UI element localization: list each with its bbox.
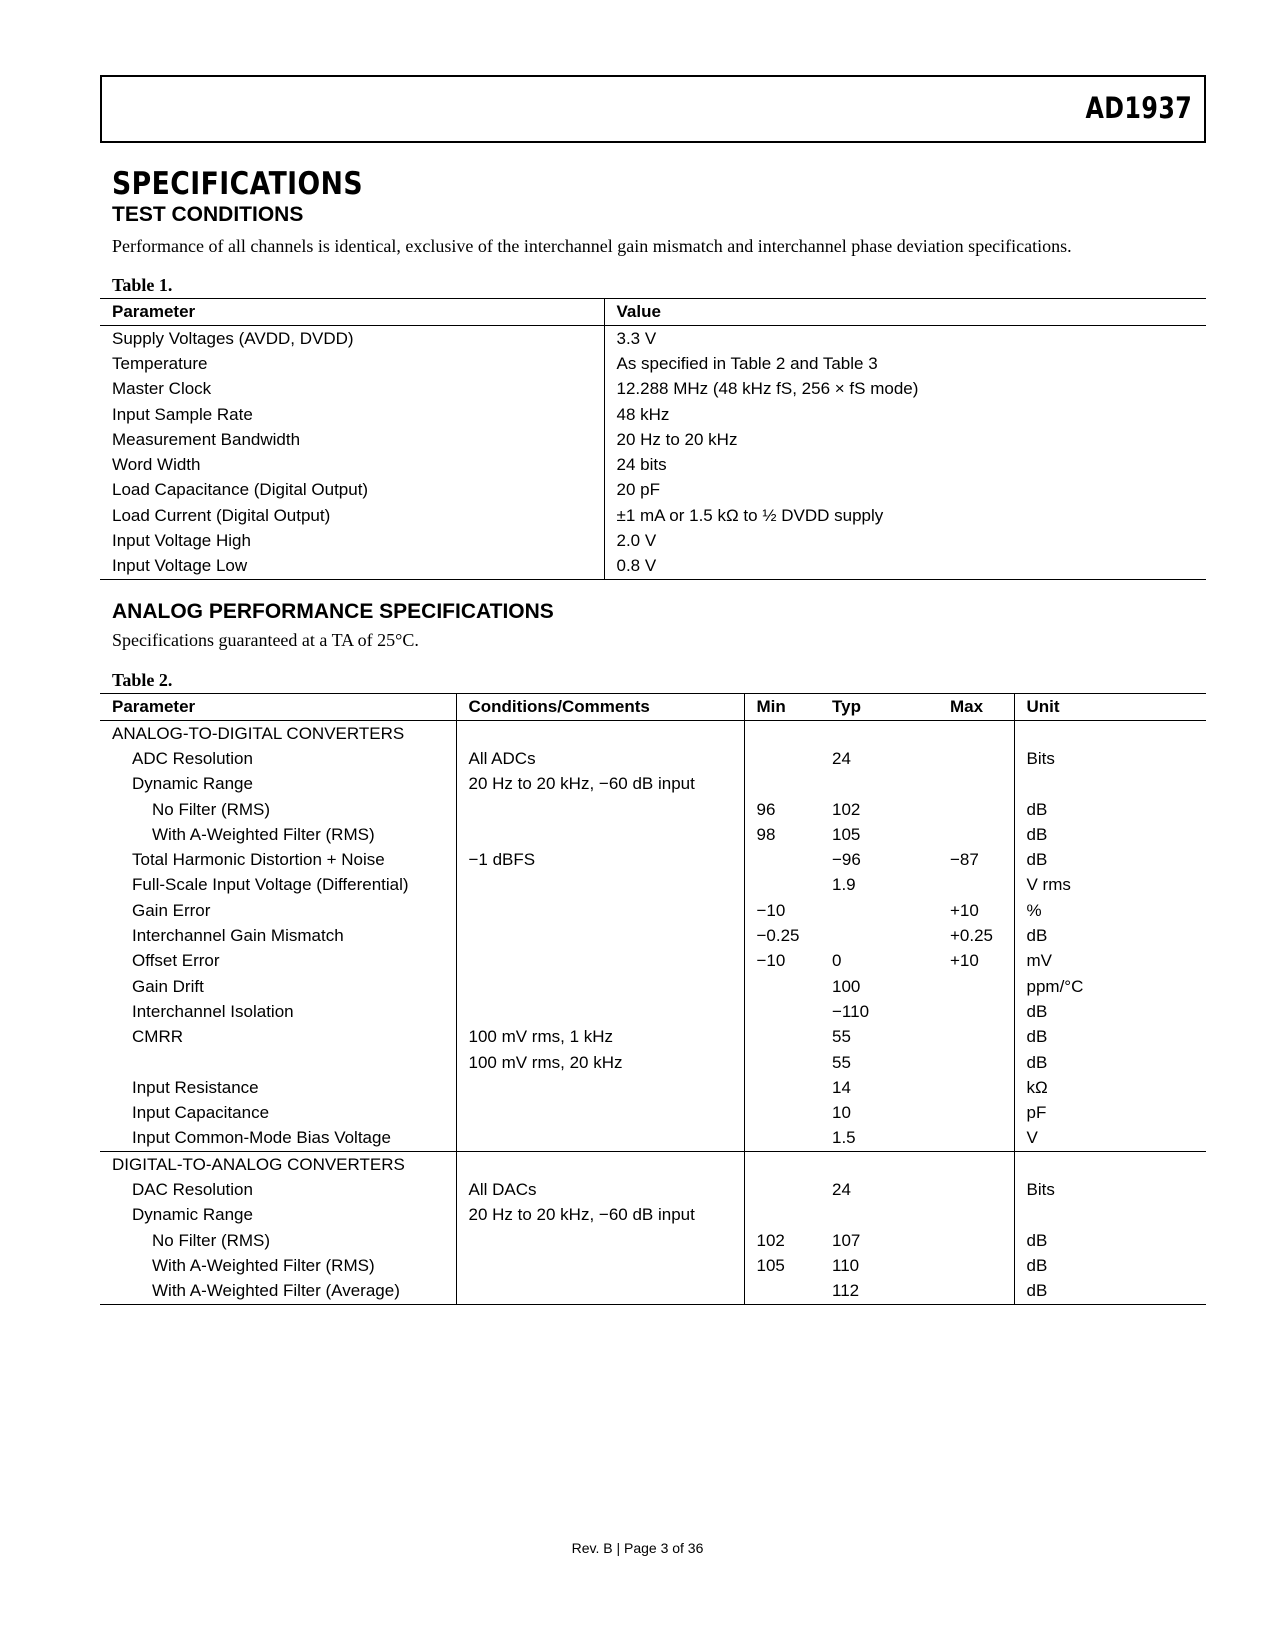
t2-param: CMRR (100, 1025, 456, 1050)
page-footer: Rev. B | Page 3 of 36 (571, 1540, 704, 1556)
t2-typ: −96 (832, 850, 861, 870)
table-row (100, 528, 1206, 553)
t1-value: 0.8 V (604, 554, 1206, 580)
table-row (100, 427, 1206, 452)
t2-min (744, 1126, 820, 1152)
t2-param: Gain Drift (100, 974, 456, 999)
t2-param: With A-Weighted Filter (Average) (100, 1279, 456, 1305)
t2-conditions: 100 mV rms, 20 kHz (456, 1050, 744, 1075)
t2-unit: dB (1026, 1027, 1048, 1047)
t2-param: ANALOG-TO-DIGITAL CONVERTERS (100, 721, 456, 747)
t2-max (938, 1100, 1014, 1125)
t2-param: Full-Scale Input Voltage (Differential) (100, 873, 456, 898)
t2-param: ADC Resolution (100, 746, 456, 771)
t1-header-parameter: Parameter (100, 299, 604, 326)
t2-min (744, 1100, 820, 1125)
t2-conditions: All ADCs (456, 746, 744, 771)
t2-typ (820, 923, 938, 948)
t1-value: 48 kHz (616, 404, 670, 424)
t2-max (938, 974, 1014, 999)
t2-conditions: All DACs (456, 1177, 744, 1202)
t2-min (744, 974, 820, 999)
t2-min (744, 1177, 820, 1202)
table-row (100, 1025, 1206, 1050)
t2-unit: V rms (1026, 875, 1071, 895)
t2-min: 105 (756, 1255, 785, 1275)
table-row (100, 721, 1206, 747)
t2-min (744, 1203, 820, 1228)
table-row (100, 1152, 1206, 1178)
table-row (100, 1075, 1206, 1100)
t2-typ: 0 (832, 951, 842, 971)
t2-conditions (456, 1100, 744, 1125)
t2-typ (820, 1152, 938, 1178)
table-row (100, 797, 1206, 822)
table-row (100, 402, 1206, 427)
t2-max (938, 1279, 1014, 1305)
t2-param (100, 1050, 456, 1075)
page-title: SPECIFICATIONS (112, 166, 363, 202)
t2-conditions (456, 822, 744, 847)
table2-caption: Table 2. (112, 670, 173, 690)
t2-typ: 100 (832, 976, 861, 996)
t2-conditions (456, 949, 744, 974)
table-row (100, 503, 1206, 528)
t2-max (938, 721, 1014, 747)
t2-min (744, 999, 820, 1024)
t2-min (744, 1279, 820, 1305)
t2-min: −10 (756, 900, 786, 920)
t2-unit (1014, 1203, 1206, 1228)
t2-conditions (456, 999, 744, 1024)
test-conditions-heading: TEST CONDITIONS (112, 203, 304, 226)
t1-param: Word Width (100, 452, 604, 477)
table-row (100, 923, 1206, 948)
t2-param: Interchannel Gain Mismatch (100, 923, 456, 948)
t2-conditions (456, 797, 744, 822)
t1-value: 20 Hz to 20 kHz (616, 429, 738, 449)
t2-max (938, 797, 1014, 822)
t2-conditions (456, 1228, 744, 1253)
t2-typ: 24 (832, 1179, 851, 1199)
t2-unit: dB (1026, 799, 1048, 819)
t2-typ: 105 (832, 824, 861, 844)
table-row (100, 1203, 1206, 1228)
t2-unit: dB (1026, 1255, 1048, 1275)
t1-value: 24 bits (616, 455, 667, 475)
table-row (100, 1279, 1206, 1305)
t2-param: No Filter (RMS) (100, 1228, 456, 1253)
t2-min (744, 1152, 820, 1178)
t2-param: Input Common-Mode Bias Voltage (100, 1126, 456, 1152)
t2-unit: dB (1026, 824, 1048, 844)
t2-min: −10 (756, 951, 786, 971)
table-row (100, 873, 1206, 898)
t2-param: Input Capacitance (100, 1100, 456, 1125)
table-row (100, 746, 1206, 771)
t2-typ: 14 (832, 1077, 851, 1097)
t2-max (938, 1075, 1014, 1100)
t1-param: Input Voltage High (100, 528, 604, 553)
t2-unit: dB (1026, 850, 1048, 870)
table-row (100, 1228, 1206, 1253)
t2-min (744, 1075, 820, 1100)
t2-max: +0.25 (938, 923, 1014, 948)
t1-param: Input Voltage Low (100, 554, 604, 580)
t2-typ (820, 721, 938, 747)
t2-unit: dB (1026, 926, 1048, 946)
t1-value: 20 pF (616, 480, 660, 500)
t2-unit: pF (1026, 1103, 1047, 1123)
t2-typ: 102 (832, 799, 861, 819)
t2-max: +10 (938, 949, 1014, 974)
t2-unit: dB (1026, 1001, 1048, 1021)
t2-max (938, 1025, 1014, 1050)
t2-param: Offset Error (100, 949, 456, 974)
table-1 (100, 298, 1206, 580)
t2-max (938, 1152, 1014, 1178)
t2-param: DAC Resolution (100, 1177, 456, 1202)
table1-caption: Table 1. (112, 275, 173, 295)
t2-typ (820, 1203, 938, 1228)
t2-max (938, 1203, 1014, 1228)
t2-unit: mV (1026, 951, 1052, 971)
table-row (100, 999, 1206, 1024)
t2-conditions (456, 721, 744, 747)
table-row (100, 898, 1206, 923)
t2-param: Total Harmonic Distortion + Noise (100, 847, 456, 872)
t2-header-min: Min (744, 694, 820, 721)
t2-typ: −110 (832, 1001, 870, 1021)
t2-typ: 55 (832, 1052, 851, 1072)
t2-unit: Bits (1026, 748, 1055, 768)
t1-value: 3.3 V (616, 328, 657, 348)
t2-max (938, 1228, 1014, 1253)
table-row (100, 1126, 1206, 1152)
t1-param: Supply Voltages (AVDD, DVDD) (100, 326, 604, 352)
t2-typ: 1.5 (820, 1126, 938, 1152)
t2-unit: ppm/°C (1026, 976, 1084, 996)
t2-max (938, 1177, 1014, 1202)
analog-text: Specifications guaranteed at a TA of 25°C. (112, 630, 419, 650)
t2-typ: 55 (832, 1027, 851, 1047)
t2-max (938, 873, 1014, 898)
t2-unit (1014, 721, 1206, 747)
t1-value: 2.0 V (616, 531, 657, 551)
t2-min (744, 772, 820, 797)
t1-param: Measurement Bandwidth (100, 427, 604, 452)
table-row (100, 1177, 1206, 1202)
t2-min (744, 1050, 820, 1075)
t2-param: Dynamic Range (100, 1203, 456, 1228)
t2-param: No Filter (RMS) (100, 797, 456, 822)
t2-min: 96 (756, 799, 776, 819)
t2-min: 102 (756, 1230, 785, 1250)
table-row (100, 822, 1206, 847)
t2-max: +10 (938, 898, 1014, 923)
t2-header-max: Max (938, 694, 1014, 721)
t2-param: Dynamic Range (100, 772, 456, 797)
table-row (100, 1100, 1206, 1125)
t2-unit: V (1014, 1126, 1206, 1152)
t2-unit: % (1026, 900, 1042, 920)
t2-max (938, 772, 1014, 797)
t2-header-conditions: Conditions/Comments (456, 694, 744, 721)
table-row (100, 949, 1206, 974)
t2-param: With A-Weighted Filter (RMS) (100, 1253, 456, 1278)
t2-param: With A-Weighted Filter (RMS) (100, 822, 456, 847)
t2-param: Input Resistance (100, 1075, 456, 1100)
table-row (100, 554, 1206, 580)
t2-typ (820, 898, 938, 923)
table-row (100, 772, 1206, 797)
t1-param: Input Sample Rate (100, 402, 604, 427)
t2-max: −87 (938, 847, 1014, 872)
t2-unit: Bits (1026, 1179, 1055, 1199)
t2-unit: dB (1026, 1052, 1048, 1072)
t2-min (744, 746, 820, 771)
t2-unit (1014, 1152, 1206, 1178)
t2-typ (820, 772, 938, 797)
t2-conditions (456, 1253, 744, 1278)
t1-param: Master Clock (100, 377, 604, 402)
t1-param: Load Current (Digital Output) (100, 503, 604, 528)
table-2 (100, 693, 1206, 1305)
analog-heading: ANALOG PERFORMANCE SPECIFICATIONS (112, 600, 554, 623)
t2-typ: 1.9 (832, 875, 856, 895)
t2-header-unit: Unit (1014, 694, 1206, 721)
t2-max (938, 746, 1014, 771)
t2-header-typ: Typ (820, 694, 938, 721)
table-row (100, 377, 1206, 402)
t2-param: DIGITAL-TO-ANALOG CONVERTERS (100, 1152, 456, 1178)
page-header (100, 75, 1206, 143)
t2-conditions: 20 Hz to 20 kHz, −60 dB input (456, 1203, 744, 1228)
t2-conditions (456, 1152, 744, 1178)
t2-min (744, 721, 820, 747)
t2-max (938, 1253, 1014, 1278)
table-row (100, 452, 1206, 477)
t2-typ: 10 (832, 1103, 851, 1123)
t2-conditions: 20 Hz to 20 kHz, −60 dB input (456, 772, 744, 797)
t1-value: As specified in Table 2 and Table 3 (616, 353, 878, 373)
t2-unit: dB (1014, 1279, 1206, 1305)
t2-header-parameter: Parameter (100, 694, 456, 721)
t2-max (938, 999, 1014, 1024)
t2-conditions (456, 1126, 744, 1152)
t2-max (938, 1126, 1014, 1152)
t1-value: ±1 mA or 1.5 kΩ to ½ DVDD supply (616, 505, 884, 525)
t2-unit: dB (1026, 1230, 1048, 1250)
t2-param: Interchannel Isolation (100, 999, 456, 1024)
t1-value: 12.288 MHz (48 kHz fS, 256 × fS mode) (616, 379, 919, 399)
t2-typ: 24 (832, 748, 851, 768)
t2-min: 98 (756, 824, 776, 844)
table-row (100, 326, 1206, 352)
t2-conditions (456, 923, 744, 948)
t2-min (744, 873, 820, 898)
t2-min (744, 847, 820, 872)
t2-conditions: −1 dBFS (456, 847, 744, 872)
t1-header-value: Value (604, 299, 1206, 326)
t1-param: Load Capacitance (Digital Output) (100, 478, 604, 503)
table-row (100, 974, 1206, 999)
t2-conditions (456, 898, 744, 923)
t2-conditions (456, 873, 744, 898)
table-row (100, 351, 1206, 376)
table-row (100, 478, 1206, 503)
t2-conditions (456, 974, 744, 999)
t2-unit: kΩ (1026, 1077, 1048, 1097)
t2-unit (1014, 772, 1206, 797)
t2-conditions (456, 1279, 744, 1305)
t2-min (744, 1025, 820, 1050)
table-row (100, 847, 1206, 872)
t2-conditions: 100 mV rms, 1 kHz (456, 1025, 744, 1050)
t2-max (938, 822, 1014, 847)
table-row (100, 1253, 1206, 1278)
t2-typ: 110 (832, 1255, 860, 1275)
t2-conditions (456, 1075, 744, 1100)
t2-max (938, 1050, 1014, 1075)
t1-param: Temperature (100, 351, 604, 376)
test-conditions-text: Performance of all channels is identical, exclusive of the interchannel gain mismatch and interchannel phase deviation specifications. (112, 236, 1072, 256)
part-number: AD1937 (1085, 91, 1192, 125)
t2-typ: 107 (832, 1230, 861, 1250)
t2-typ: 112 (820, 1279, 938, 1305)
table-row (100, 1050, 1206, 1075)
t2-param: Gain Error (100, 898, 456, 923)
t2-min: −0.25 (756, 926, 800, 946)
